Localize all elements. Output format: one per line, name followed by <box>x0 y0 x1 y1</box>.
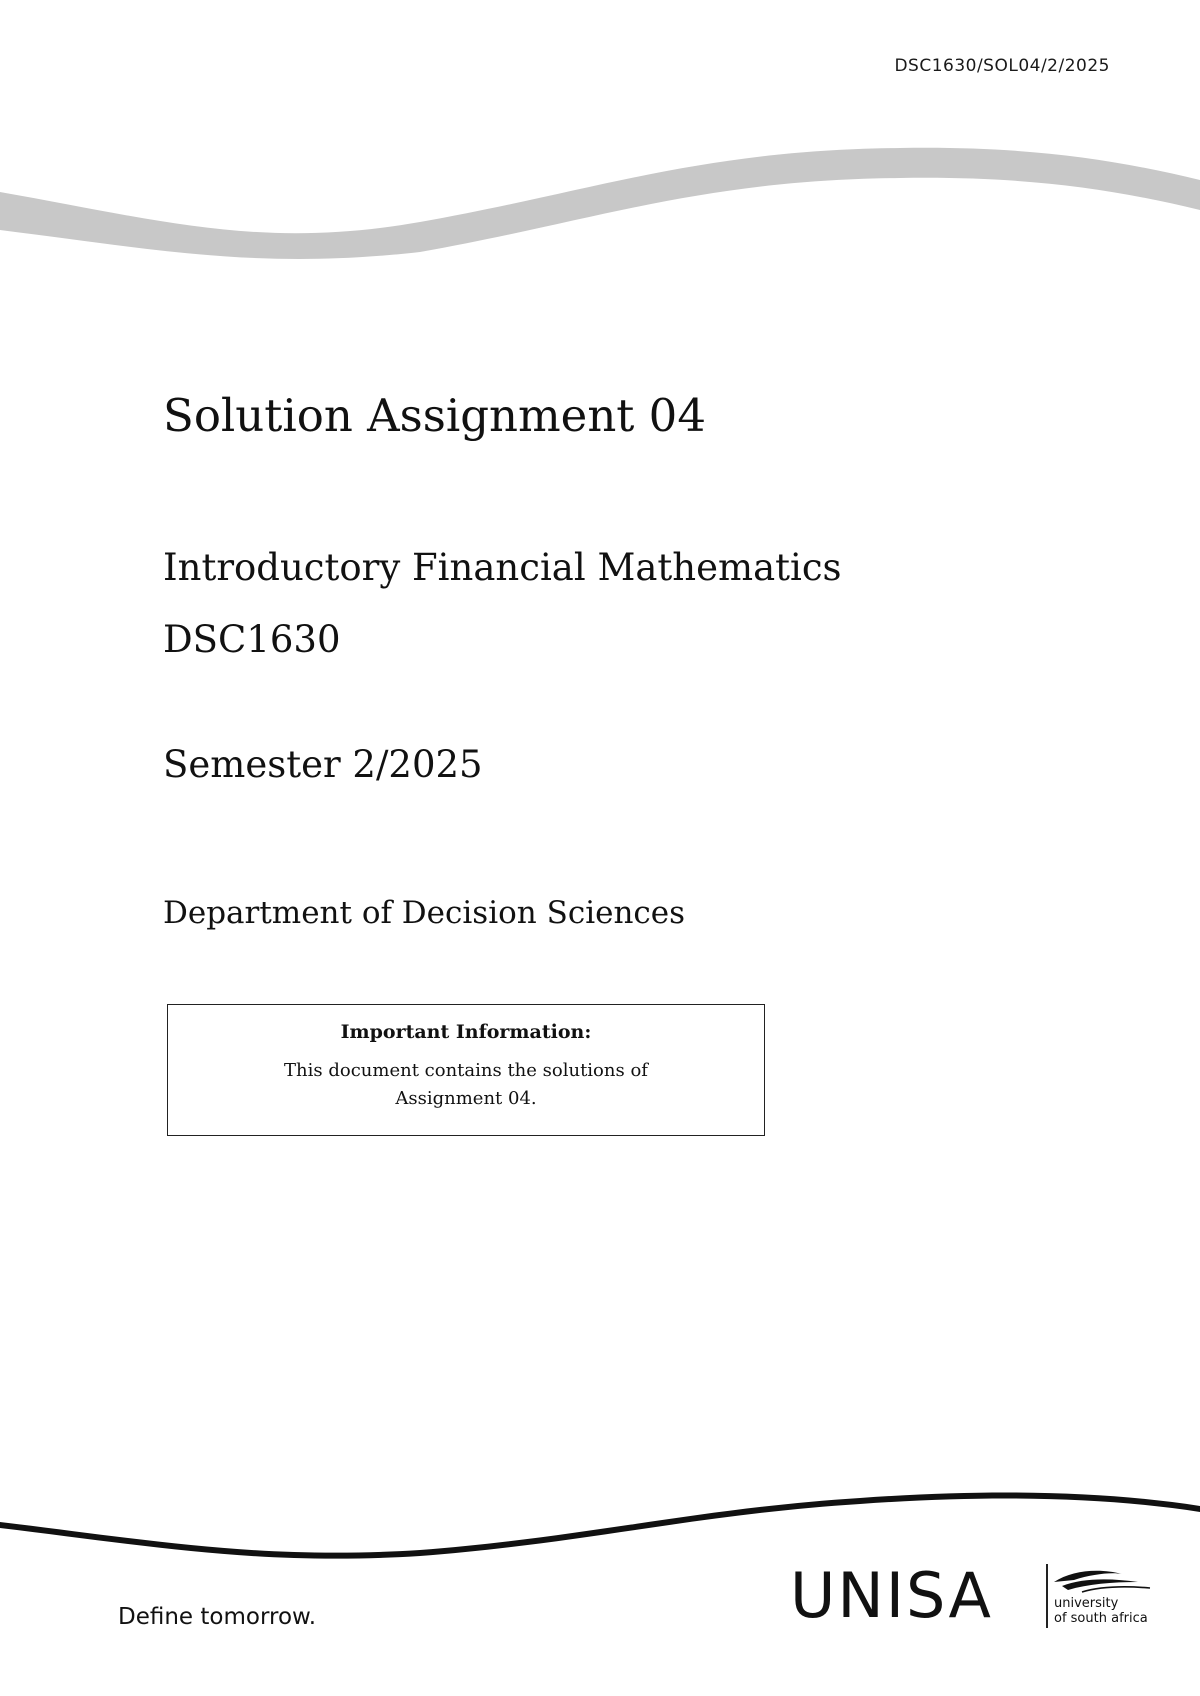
top-decorative-wave <box>0 130 1200 260</box>
logo-wordmark: UNISA <box>790 1559 993 1632</box>
department: Department of Decision Sciences <box>163 895 686 931</box>
info-box-heading: Important Information: <box>340 1021 592 1043</box>
logo-subtitle-line2: of south africa <box>1054 1611 1148 1626</box>
unisa-emblem-icon <box>1052 1566 1152 1594</box>
logo-subtitle-line1: university <box>1054 1596 1119 1611</box>
bottom-wave-shape <box>0 1492 1200 1558</box>
bottom-decorative-wave <box>0 1470 1200 1560</box>
important-information-box <box>167 1004 765 1136</box>
page-title: Solution Assignment 04 <box>163 389 706 442</box>
top-wave-shape <box>0 148 1200 259</box>
document-code: DSC1630/SOL04/2/2025 <box>894 56 1110 76</box>
semester: Semester 2/2025 <box>163 743 483 786</box>
tagline: Define tomorrow. <box>118 1604 317 1630</box>
course-code: DSC1630 <box>163 618 341 661</box>
course-name: Introductory Financial Mathematics <box>163 546 842 589</box>
unisa-logo <box>790 1560 1160 1632</box>
info-box-body: This document contains the solutions of Assignment 04. <box>284 1060 648 1109</box>
logo-subtitle <box>1054 1596 1148 1626</box>
logo-divider <box>1046 1564 1048 1628</box>
